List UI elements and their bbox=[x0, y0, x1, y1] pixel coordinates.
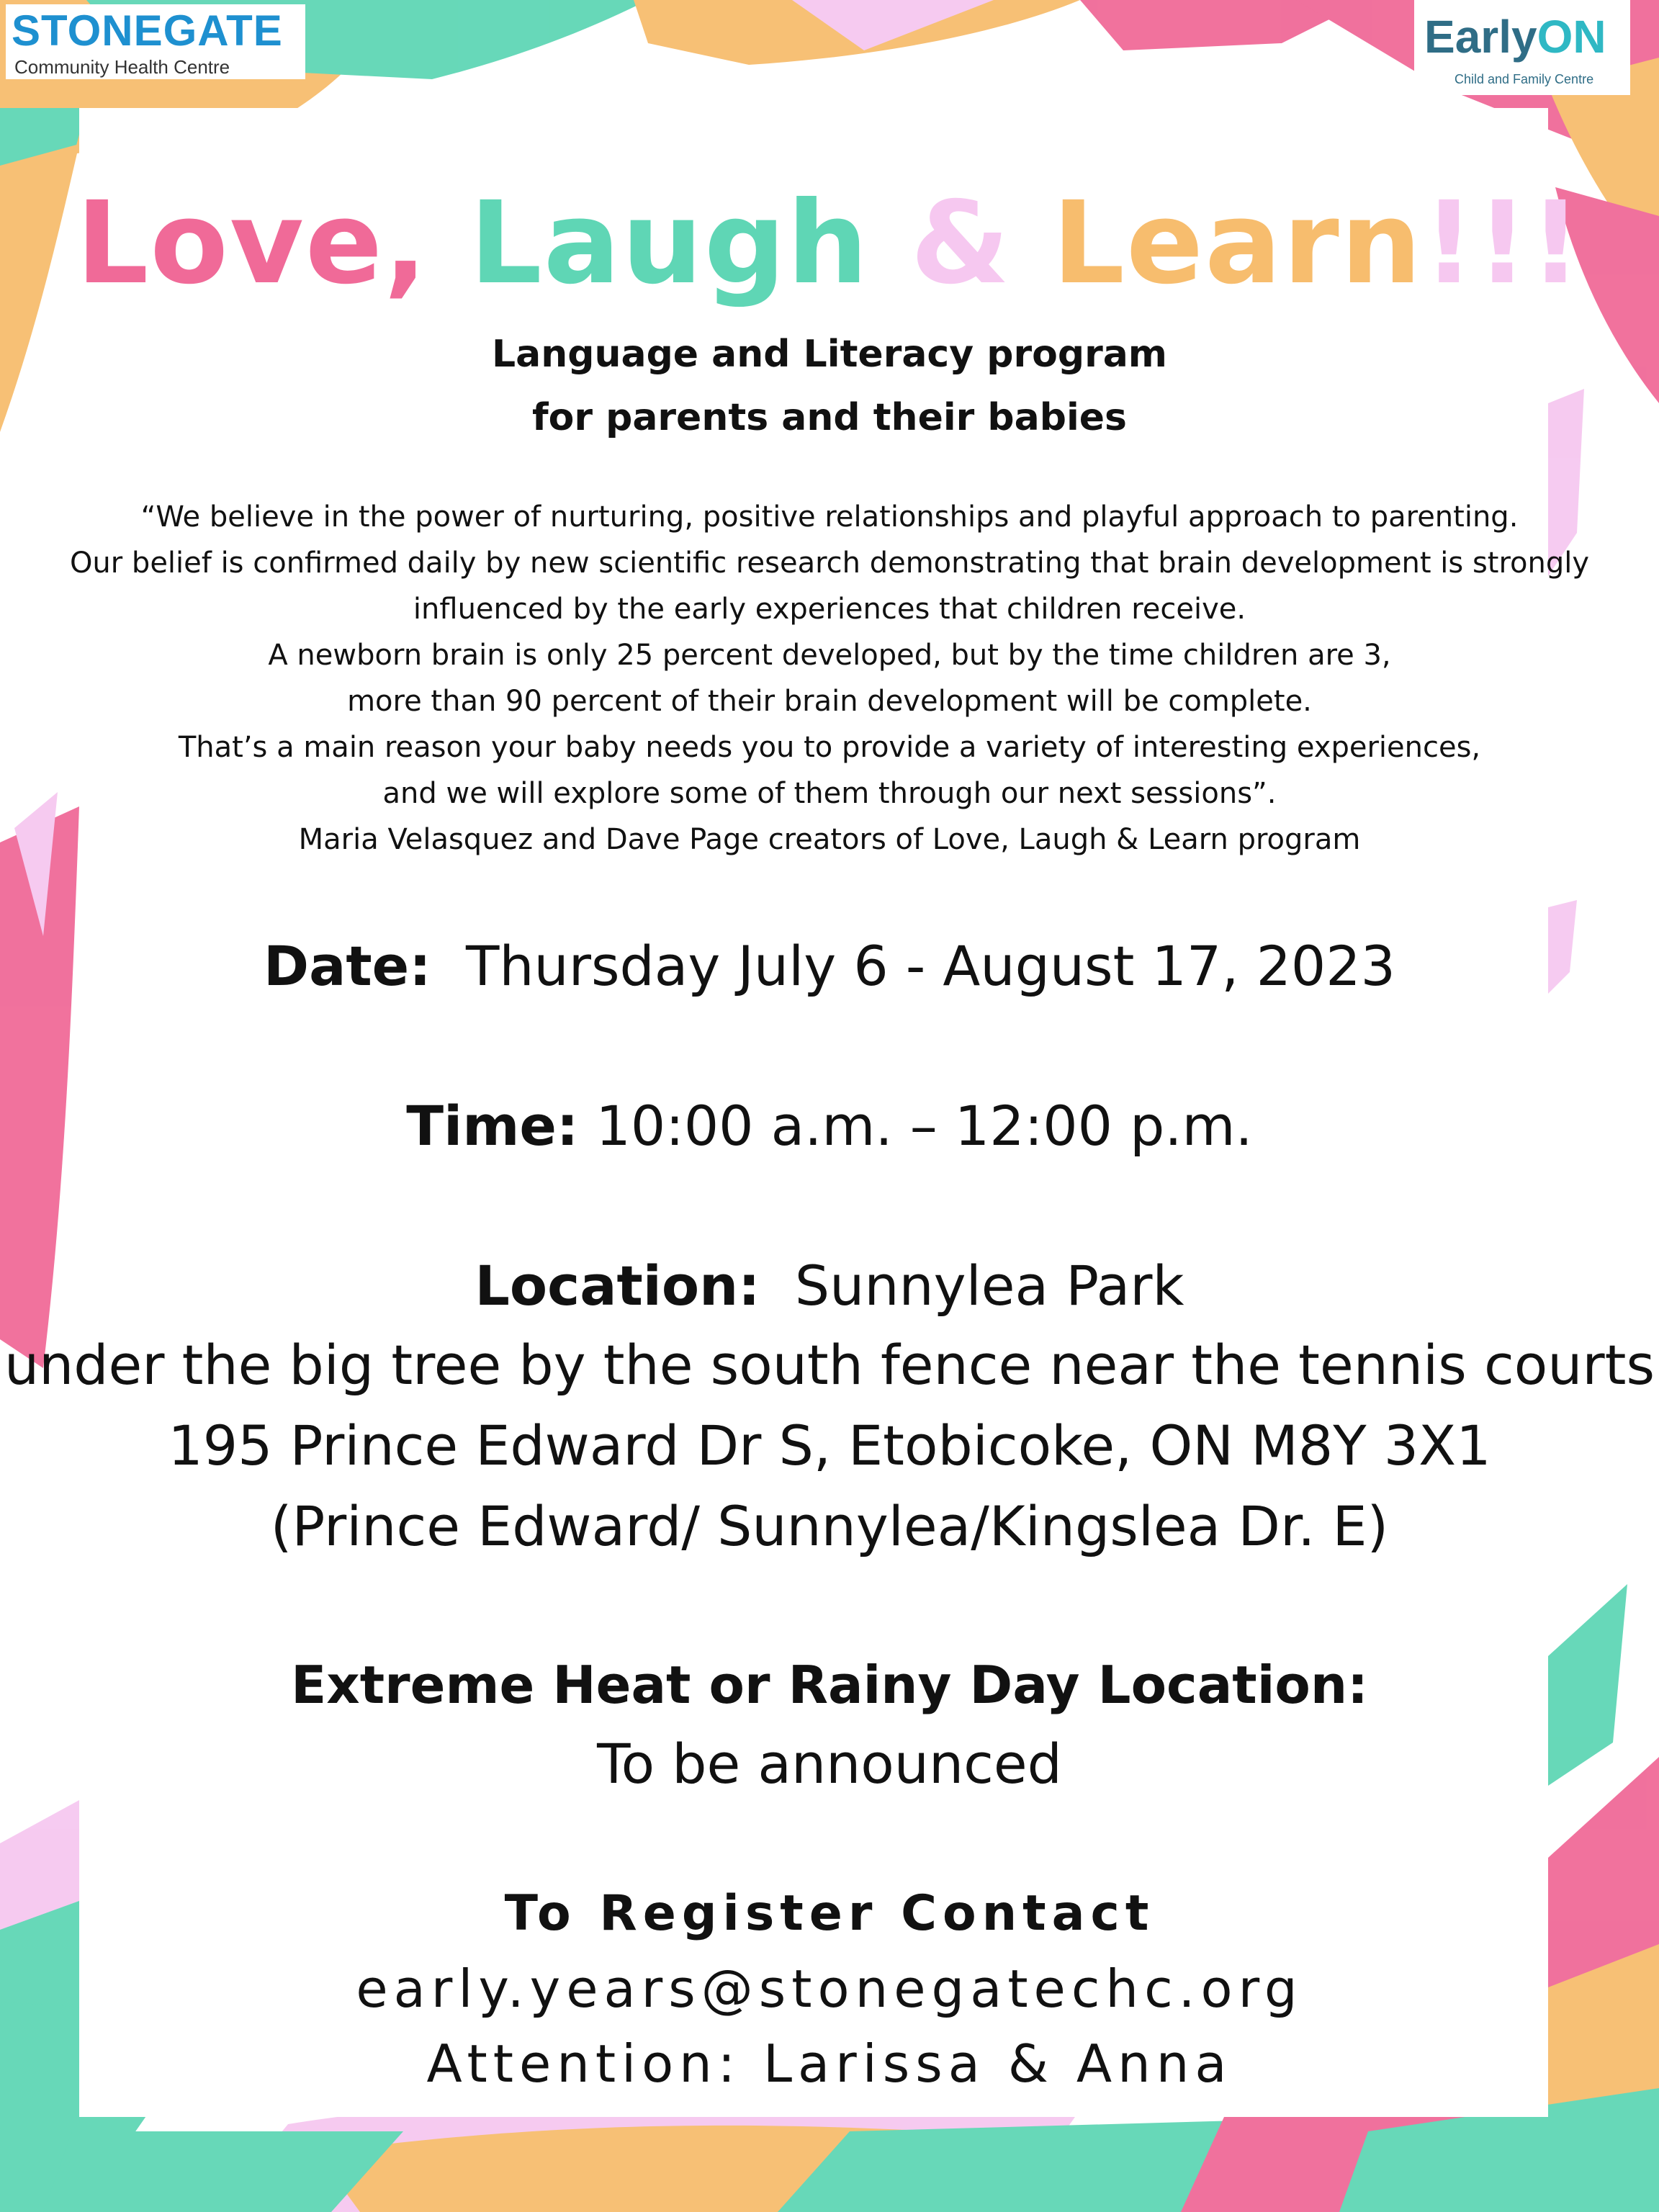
location-value: Sunnylea Park bbox=[794, 1254, 1184, 1318]
title-ampersand: & bbox=[910, 177, 1012, 310]
subtitle-line-2: for parents and their babies bbox=[532, 396, 1127, 439]
time-label: Time: bbox=[406, 1094, 579, 1158]
date-value: Thursday July 6 - August 17, 2023 bbox=[465, 934, 1395, 998]
location-label: Location: bbox=[475, 1254, 760, 1318]
subtitle-line-1: Language and Literacy program bbox=[492, 333, 1167, 376]
title-exclamations: !!! bbox=[1423, 177, 1583, 310]
quote-line: A newborn brain is only 25 percent developed, but by the time children are 3, bbox=[268, 639, 1391, 672]
register-attention: Attention: Larissa & Anna bbox=[426, 2033, 1233, 2094]
quote-line: more than 90 percent of their brain development will be complete. bbox=[347, 685, 1312, 718]
quote-line: “We believe in the power of nurturing, positive relationships and playful approach to parenting. bbox=[140, 500, 1519, 534]
location-detail: under the big tree by the south fence near the tennis courts bbox=[4, 1333, 1655, 1397]
quote-attribution: Maria Velasquez and Dave Page creators of Love, Laugh & Learn program bbox=[298, 823, 1361, 856]
location-line bbox=[0, 1250, 1659, 1322]
title-love: Love, bbox=[76, 177, 429, 310]
alt-location-value: To be announced bbox=[597, 1732, 1062, 1796]
stonegate-logo bbox=[6, 4, 305, 79]
register-heading: To Register Contact bbox=[504, 1885, 1155, 1942]
quote-line: and we will explore some of them through our next sessions”. bbox=[382, 777, 1277, 810]
quote-line: That’s a main reason your baby needs you to provide a variety of interesting experiences, bbox=[178, 731, 1481, 764]
location-address: 195 Prince Edward Dr S, Etobicoke, ON M8Y 3X1 bbox=[168, 1413, 1491, 1478]
page-title bbox=[0, 179, 1659, 308]
earlyon-logo-name: EarlyON bbox=[1424, 11, 1606, 63]
earlyon-logo-subtitle: Child and Family Centre bbox=[1455, 72, 1594, 86]
time-line bbox=[0, 1090, 1659, 1162]
register-email[interactable]: early.years@stonegatechc.org bbox=[356, 1959, 1303, 2019]
quote-line: Our belief is confirmed daily by new scientific research demonstrating that brain development is strongly bbox=[69, 547, 1590, 580]
title-laugh: Laugh bbox=[469, 177, 870, 310]
stonegate-logo-subtitle: Community Health Centre bbox=[14, 56, 230, 78]
earlyon-logo bbox=[1414, 0, 1630, 95]
title-learn: Learn bbox=[1052, 177, 1424, 310]
location-intersection: (Prince Edward/ Sunnylea/Kingslea Dr. E) bbox=[270, 1494, 1389, 1558]
quote-line: influenced by the early experiences that children receive. bbox=[413, 593, 1246, 626]
alt-location-label: Extreme Heat or Rainy Day Location: bbox=[291, 1655, 1368, 1715]
time-value: 10:00 a.m. – 12:00 p.m. bbox=[595, 1094, 1253, 1158]
date-line bbox=[0, 930, 1659, 1002]
stonegate-logo-name: STONEGATE bbox=[12, 6, 283, 55]
date-label: Date: bbox=[263, 934, 431, 998]
